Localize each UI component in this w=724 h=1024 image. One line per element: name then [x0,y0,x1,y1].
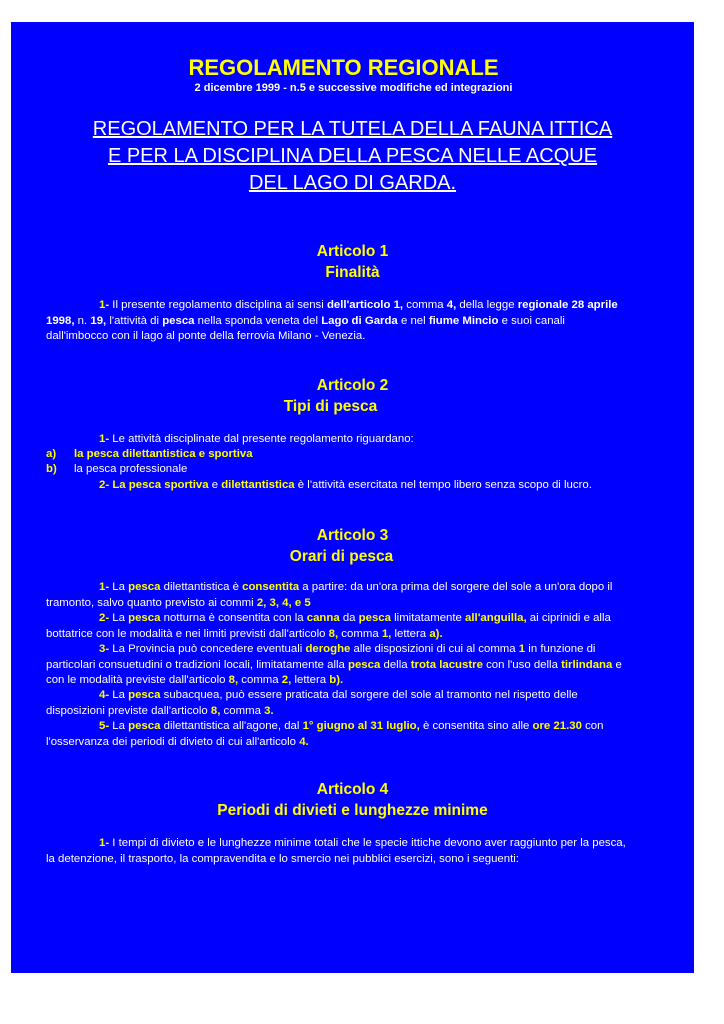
list-item-a: a) la pesca dilettantistica e sportiva [46,448,253,460]
main-title: REGOLAMENTO REGIONALE [188,55,499,80]
article-2-heading [11,375,694,417]
article-3-paragraph-2: 2- La pesca notturna è consentita con la canna da pesca limitatamente all'anguilla, ai ciprinidi e alla bottatrice con le modalità e nei limiti previsti dall'articolo 8, comma 1, lettera a). [46,612,611,640]
article-number: Articolo 3 [316,527,389,544]
subtitle: 2 dicembre 1999 - n.5 e successive modifiche ed integrazioni [194,82,513,94]
document-title [11,116,694,197]
article-3-paragraph-1: 1- La pesca dilettantistica è consentita a partire: da un'ora prima del sorgere del sole a un'ora dopo il tramonto, salvo quanto previsto ai commi 2, 3, 4, e 5 [46,581,613,609]
article-1-paragraph-1: 1- Il presente regolamento disciplina ai sensi dell'articolo 1, comma 4, della legge regionale 28 aprile 1998, n. 19, l'attività di pesca nella sponda veneta del Lago di Garda e nel fiume Mincio e suoi canali dall'imbocco con il lago al ponte della ferrovia Milano - Venezia. [46,299,618,342]
document-page [11,22,694,973]
article-4-heading [11,779,694,821]
article-3-heading [11,525,694,567]
article-title: Finalità [325,264,380,281]
document-title-line: REGOLAMENTO PER LA TUTELA DELLA FAUNA ITTICA [92,118,613,140]
document-title-line: DEL LAGO DI GARDA. [248,172,457,194]
article-2-paragraph-1: 1- Le attività disciplinate dal presente regolamento riguardano: [99,433,414,445]
article-number: Articolo 2 [316,377,389,394]
article-2-paragraph-2: 2- La pesca sportiva e dilettantistica è l'attività esercitata nel tempo libero senza scopo di lucro. [99,479,592,491]
article-3-paragraph-4: 4- La pesca subacquea, può essere praticata dal sorgere del sole al tramonto nel rispetto delle disposizioni previste dall'articolo 8, comma 3. [46,689,578,717]
article-title: Orari di pesca [289,548,394,565]
article-1-heading [11,241,694,283]
article-3-paragraph-5: 5- La pesca dilettantistica all'agone, dal 1° giugno al 31 luglio, è consentita sino alle ore 21.30 con l'osservanza dei periodi di divieto di cui all'articolo 4. [46,720,604,748]
article-4-paragraph-1: 1- I tempi di divieto e le lunghezze minime totali che le specie ittiche devono aver raggiunto per la pesca, la detenzione, il trasporto, la compravendita e lo smercio nei pubblici esercizi, sono i seguenti: [46,837,626,865]
article-title: Tipi di pesca [283,398,378,415]
list-item-b: b) la pesca professionale [46,463,188,475]
article-number: Articolo 1 [316,243,389,260]
article-3-paragraph-3: 3- La Provincia può concedere eventuali deroghe alle disposizioni di cui al comma 1 in funzione di particolari consuetudini o tradizioni locali, limitatamente alla pesca della trota lacustre con l'uso della tirlindana e con le modalità previste dall'articolo 8, comma 2, lettera b). [46,643,622,686]
article-title: Periodi di divieti e lunghezze minime [217,802,488,819]
article-number: Articolo 4 [316,781,389,798]
document-title-line: E PER LA DISCIPLINA DELLA PESCA NELLE ACQUE [107,145,598,167]
